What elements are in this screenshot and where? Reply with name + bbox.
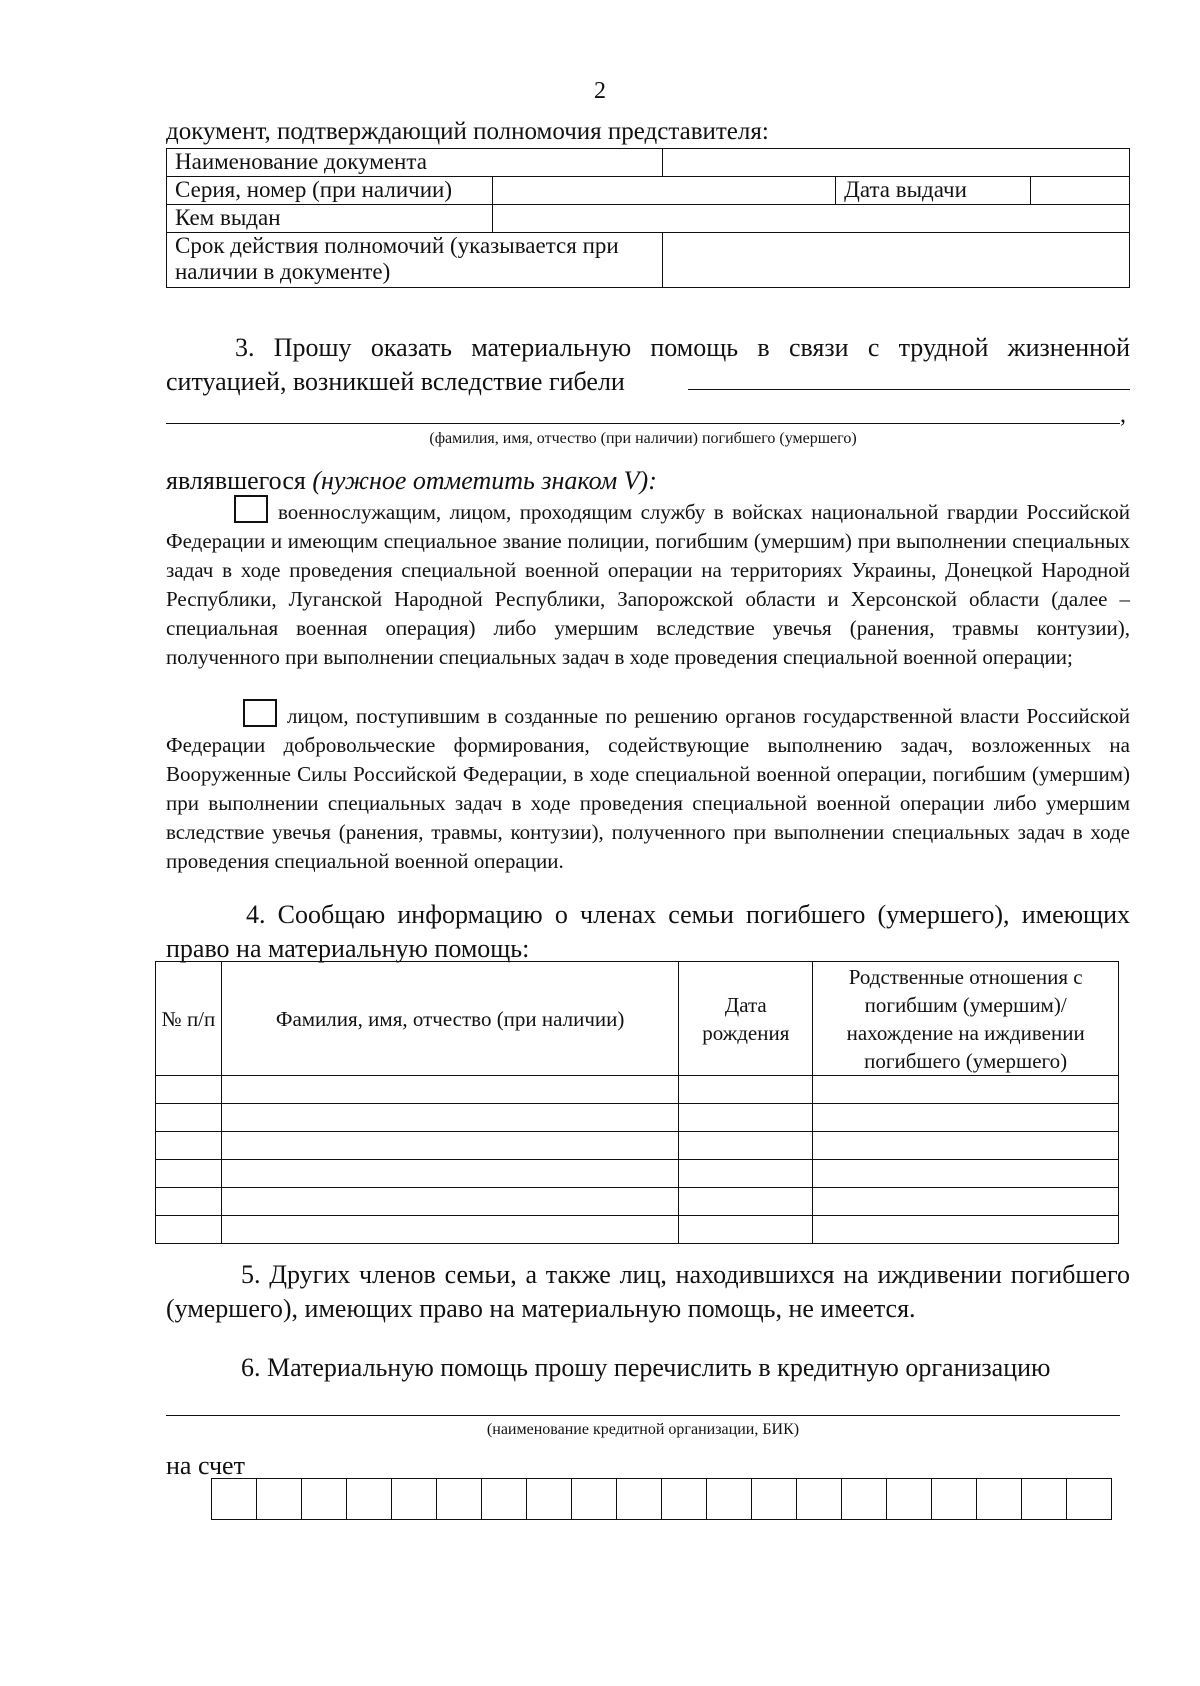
table-row (156, 1104, 1119, 1132)
table-row (156, 1076, 1119, 1104)
issue-date-label: Дата выдачи (836, 177, 1031, 204)
account-digit-box[interactable] (1022, 1479, 1067, 1520)
cell[interactable] (679, 1132, 813, 1160)
cell[interactable] (679, 1104, 813, 1132)
option1-checkbox[interactable] (234, 495, 268, 523)
table-row (156, 1160, 1119, 1188)
table-row (156, 1132, 1119, 1160)
account-digit-box[interactable] (662, 1479, 707, 1520)
account-digit-box[interactable] (482, 1479, 527, 1520)
table-row (156, 1188, 1119, 1216)
doc-name-field[interactable] (663, 149, 1130, 177)
cell[interactable] (156, 1076, 222, 1104)
account-digit-box[interactable] (572, 1479, 617, 1520)
col-relation: Родственные отношения с погибшим (умершим)/ нахождение на иждивении погибшего (умершего) (813, 962, 1119, 1076)
account-digit-box[interactable] (527, 1479, 572, 1520)
cell[interactable] (156, 1216, 222, 1244)
doc-name-label: Наименование документа (167, 149, 663, 177)
cell[interactable] (813, 1104, 1119, 1132)
account-digit-box[interactable] (347, 1479, 392, 1520)
issue-date-cell (836, 177, 1130, 205)
issued-by-field[interactable] (492, 205, 1129, 233)
option2-checkbox[interactable] (243, 699, 277, 727)
section6-text: 6. Материальную помощь прошу перечислить в кредитную организацию (241, 1353, 1051, 1382)
family-members-table (155, 961, 1119, 1244)
cell[interactable] (221, 1216, 678, 1244)
cell[interactable] (679, 1188, 813, 1216)
account-digit-box[interactable] (932, 1479, 977, 1520)
option1-text: военнослужащим, лицом, проходящим службу в войсках национальной гвардии Российской Федерации и имеющим специальное звание полиции, погибшим (умершим) при выполнении специальных задач в ходе проведения специальной военной операции на территориях Украины, Донецкой Народной Республики, Луганской Народной Республики, Запорожской области и Херсонской области (далее – специальная военная операция) либо умершим вследствие увечья (ранения, травмы контузии), полученного при выполнении специальных задач в ходе проведения специальной военной операции; (166, 500, 1130, 669)
issue-date-field[interactable] (1031, 177, 1129, 204)
account-digit-box[interactable] (617, 1479, 662, 1520)
cell[interactable] (813, 1216, 1119, 1244)
option2-text: лицом, поступившим в созданные по решению органов государственной власти Российской Федерации добровольческие формирования, содействующие выполнению задач, возложенных на Вооруженные Силы Российской Федерации, в ходе специальной военной операции, погибшим (умершим) при выполнении специальных задач в ходе проведения специальной военной операции либо умершим вследствие увечья (ранения, травмы, контузии), полученного при выполнении специальных задач в ходе проведения специальной военной операции. (166, 704, 1130, 873)
cell[interactable] (679, 1160, 813, 1188)
validity-label: Срок действия полномочий (указывается при наличии в документе) (167, 233, 663, 288)
series-field[interactable] (492, 177, 835, 205)
option1 (166, 495, 1130, 672)
account-digit-box[interactable] (842, 1479, 887, 1520)
account-number-boxes (211, 1478, 1112, 1520)
cell[interactable] (156, 1160, 222, 1188)
account-digit-box[interactable] (797, 1479, 842, 1520)
cell[interactable] (221, 1188, 678, 1216)
lead-italic: (нужное отметить знаком V): (312, 466, 657, 495)
account-digit-box[interactable] (887, 1479, 932, 1520)
deceased-comma: , (1120, 402, 1126, 428)
series-label: Серия, номер (при наличии) (167, 177, 493, 205)
col-name: Фамилия, имя, отчество (при наличии) (221, 962, 678, 1076)
issued-by-label: Кем выдан (167, 205, 493, 233)
representative-table (166, 148, 1130, 288)
cell[interactable] (156, 1188, 222, 1216)
cell[interactable] (813, 1132, 1119, 1160)
deceased-caption: (фамилия, имя, отчество (при наличии) погибшего (умершего) (429, 430, 857, 447)
section4-text: 4. Сообщаю информацию о членах семьи погибшего (умершего), имеющих право на материальную помощь: (166, 900, 1130, 963)
section5-text: 5. Других членов семьи, а также лиц, находившихся на иждивении погибшего (умершего), имеющих право на материальную помощь, не имеется. (166, 1260, 1130, 1323)
account-label: на счет (166, 1451, 245, 1480)
cell[interactable] (813, 1160, 1119, 1188)
cell[interactable] (156, 1132, 222, 1160)
option2 (166, 699, 1130, 876)
account-digit-box[interactable] (302, 1479, 347, 1520)
bank-caption: (наименование кредитной организации, БИК) (486, 1421, 800, 1438)
account-digit-box[interactable] (977, 1479, 1022, 1520)
cell[interactable] (813, 1188, 1119, 1216)
account-digit-box[interactable] (437, 1479, 482, 1520)
account-digit-box[interactable] (752, 1479, 797, 1520)
cell[interactable] (813, 1076, 1119, 1104)
section3-text: 3. Прошу оказать материальную помощь в связи с трудной жизненной ситуацией, возникшей вследствие гибели (166, 333, 1130, 396)
deceased-name-line-2[interactable] (166, 423, 1120, 424)
cell[interactable] (221, 1104, 678, 1132)
cell[interactable] (156, 1104, 222, 1132)
table-row (156, 1216, 1119, 1244)
account-digit-box[interactable] (1067, 1479, 1112, 1520)
cell[interactable] (221, 1160, 678, 1188)
cell[interactable] (679, 1076, 813, 1104)
account-digit-box[interactable] (392, 1479, 437, 1520)
cell[interactable] (679, 1216, 813, 1244)
account-digit-box[interactable] (707, 1479, 752, 1520)
validity-field[interactable] (663, 233, 1130, 288)
col-num: № п/п (156, 962, 222, 1076)
col-dob: Дата рождения (679, 962, 813, 1076)
account-digit-box[interactable] (257, 1479, 302, 1520)
deceased-name-line-1[interactable] (688, 389, 1130, 390)
page-number: 2 (594, 78, 606, 104)
section3-lead (166, 466, 657, 496)
cell[interactable] (221, 1076, 678, 1104)
bank-name-line[interactable] (166, 1415, 1120, 1416)
representative-intro: документ, подтверждающий полномочия представителя: (166, 118, 769, 145)
lead-normal: являвшегося (166, 466, 306, 495)
cell[interactable] (221, 1132, 678, 1160)
account-digit-box[interactable] (212, 1479, 257, 1520)
